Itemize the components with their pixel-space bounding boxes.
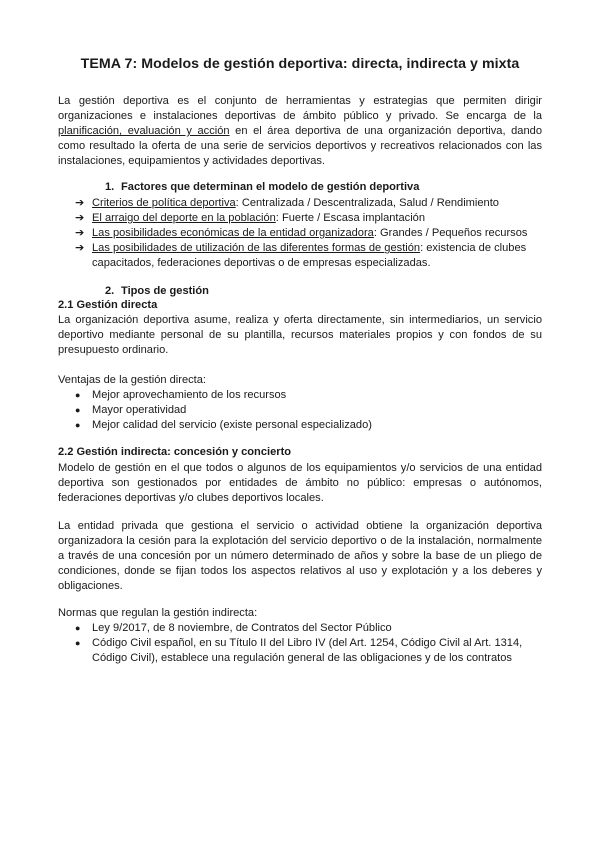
arrow-icon: ➔ <box>75 197 85 209</box>
factor-label: El arraigo del deporte en la población <box>92 212 276 225</box>
indirect-management-paragraph-1: Modelo de gestión en el que todos o algunos de los equipamientos y/o servicios de una entidad deportiva son gestionados por entidades de ámbito no público: empresas o autónomos, federaciones deportivas y/o clubes deportivos locales. <box>58 462 542 505</box>
bullet-icon: ● <box>75 420 81 431</box>
list-item <box>75 403 542 418</box>
advantages-list <box>75 388 542 433</box>
list-item <box>75 636 542 666</box>
factor-text: : Fuerte / Escasa implantación <box>275 212 426 225</box>
intro-text-end: en el área deportiva de una organización deportiva, dando como resultado la oferta de una serie de servicios deportivos y recreativos relacionados con las instalaciones, equipamientos y actividades deportivas. <box>58 125 542 168</box>
advantage-text: Mejor calidad del servicio (existe personal especializado) <box>92 419 372 432</box>
section1-number: 1. <box>105 181 115 193</box>
factor-label: Las posibilidades económicas de la entidad organizadora <box>92 227 374 240</box>
direct-management-paragraph: La organización deportiva asume, realiza y oferta directamente, sin intermediarios, un servicio deportivo mediante personal de su plantilla, recursos materiales propios y con fondos de su presupuesto ordinario. <box>58 314 542 357</box>
section2-heading: Tipos de gestión <box>121 285 209 297</box>
bullet-icon: ● <box>75 623 81 633</box>
norm-text: Ley 9/2017, de 8 noviembre, de Contratos del Sector Público <box>92 622 392 634</box>
section2-number: 2. <box>105 285 115 297</box>
subsection-2-2-heading: 2.2 Gestión indirecta: concesión y concierto <box>58 446 292 458</box>
arrow-icon: ➔ <box>75 212 85 225</box>
list-item <box>75 621 542 636</box>
bullet-icon: ● <box>75 390 81 400</box>
list-item <box>75 196 542 211</box>
factor-label: Criterios de política deportiva <box>92 197 236 209</box>
norm-text: Código Civil español, en su Título II del Libro IV (del Art. 1254, Código Civil al Art. 1314, Código Civil), establece una regulación general de las obligaciones y de los contratos <box>92 637 523 665</box>
factor-label: Las posibilidades de utilización de las diferentes formas de gestión <box>92 242 421 255</box>
advantages-label: Ventajas de la gestión directa: <box>58 374 207 386</box>
subsection-2-1-heading: 2.1 Gestión directa <box>58 299 158 311</box>
factor-text: : Centralizada / Descentralizada, Salud / Rendimiento <box>235 197 499 209</box>
list-item <box>75 418 542 433</box>
arrow-icon: ➔ <box>75 242 85 255</box>
factors-list <box>75 196 542 271</box>
list-item <box>75 388 542 403</box>
arrow-icon: ➔ <box>75 227 85 240</box>
intro-text-start: La gestión deportiva es el conjunto de herramientas y estrategias que permiten dirigir organizaciones e instalaciones deportivas de ámbito público y privado. Se encarga de la <box>58 95 542 123</box>
factor-text: : Grandes / Pequeños recursos <box>373 227 528 240</box>
intro-paragraph <box>58 94 542 169</box>
advantage-text: Mejor aprovechamiento de los recursos <box>92 389 287 401</box>
intro-underlined-text: planificación, evaluación y acción <box>58 125 230 138</box>
section1-heading: Factores que determinan el modelo de gestión deportiva <box>121 181 420 193</box>
advantage-text: Mayor operatividad <box>92 404 187 417</box>
bullet-icon: ● <box>75 405 81 416</box>
bullet-icon: ● <box>75 638 81 649</box>
factor-text: : existencia de clubes capacitados, federaciones deportivas o de empresas especializadas. <box>92 242 527 270</box>
document-title: TEMA 7: Modelos de gestión deportiva: directa, indirecta y mixta <box>80 56 520 72</box>
list-item <box>75 211 542 226</box>
list-item <box>75 241 542 271</box>
list-item <box>75 226 542 241</box>
norms-list <box>75 621 542 666</box>
indirect-management-paragraph-2: La entidad privada que gestiona el servicio o actividad obtiene la organización deportiva organizadora la cesión para la explotación del servicio deportivo o de la instalación, normalmente a través de una concesión por un número determinado de años y sobre la base de un pliego de condiciones, donde se fijan todos los aspectos relativos al uso y explotación y a los deberes y obligaciones. <box>58 520 542 593</box>
norms-label: Normas que regulan la gestión indirecta: <box>58 607 258 619</box>
